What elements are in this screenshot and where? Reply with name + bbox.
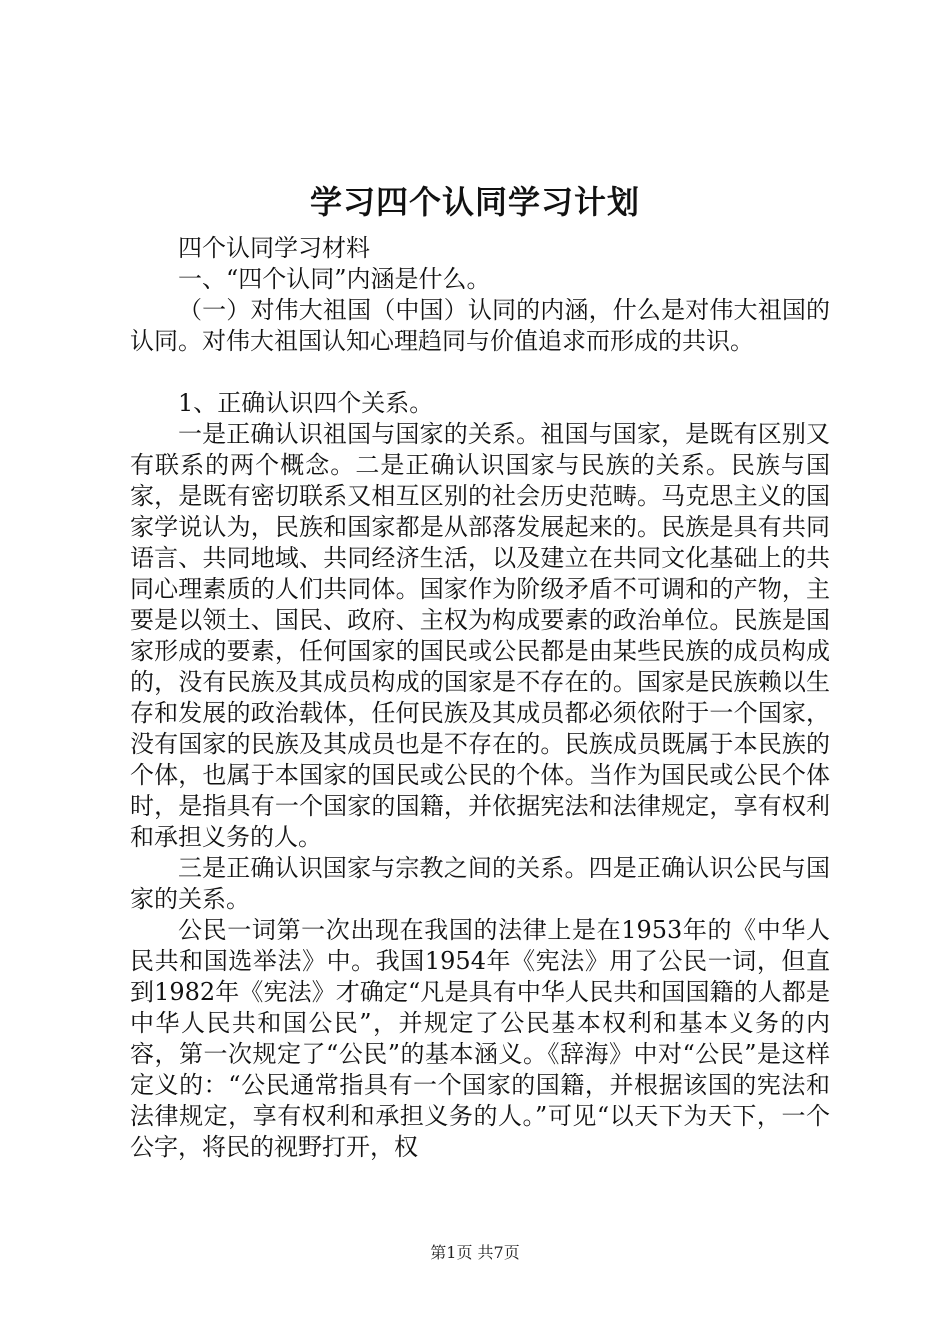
paragraph-spacer (130, 357, 830, 388)
paragraph-section-one-heading: 一、“四个认同”内涵是什么。 (178, 265, 491, 293)
paragraph-nation-state-relations: 一是正确认识祖国与国家的关系。祖国与国家，是既有区别又有联系的两个概念。二是正确认识国家与民族的关系。民族与国家，是既有密切联系又相互区别的社会历史范畴。马克思主义的国家学说认为，民族和国家都是从部落发展起来的。民族是具有共同语言、共同地域、共同经济生活，以及建立在共同文化基础上的共同心理素质的人们共同体。国家作为阶级矛盾不可调和的产物，主要是以领土、国民、政府、主权为构成要素的政治单位。民族是国家形成的要素，任何国家的国民或公民都是由某些民族的成员构成的，没有民族及其成员构成的国家是不存在的。国家是民族赖以生存和发展的政治载体，任何民族及其成员都必须依附于一个国家，没有国家的民族及其成员也是不存在的。民族成员既属于本民族的个体，也属于本国家的国民或公民的个体。当作为国民或公民个体时，是指具有一个国家的国籍，并依据宪法和法律规定，享有权利和承担义务的人。 (130, 420, 830, 851)
paragraph-motherland-identity: （一）对伟大祖国（中国）认同的内涵，什么是对伟大祖国的认同。对伟大祖国认知心理趋同与价值追求而形成的共识。 (130, 296, 830, 355)
paragraph-four-relations-heading: 1、正确认识四个关系。 (178, 389, 434, 417)
document-body (130, 233, 830, 1163)
page-footer: 第1页 共7页 (430, 1243, 520, 1262)
paragraph-citizen-definition: 公民一词第一次出现在我国的法律上是在1953年的《中华人民共和国选举法》中。我国1954年《宪法》用了公民一词，但直到1982年《宪法》才确定“凡是具有中华人民共和国国籍的人都是中华人民共和国公民”，并规定了公民基本权利和基本义务的内容，第一次规定了“公民”的基本涵义。《辞海》中对“公民”是这样定义的：“公民通常指具有一个国家的国籍，并根据该国的宪法和法律规定，享有权利和承担义务的人。”可见“以天下为天下，一个公字，将民的视野打开，权 (130, 916, 830, 1161)
paragraph-religion-citizen-relations: 三是正确认识国家与宗教之间的关系。四是正确认识公民与国家的关系。 (130, 854, 830, 913)
document-title: 学习四个认同学习计划 (309, 183, 640, 221)
paragraph-materials-heading: 四个认同学习材料 (178, 234, 370, 262)
